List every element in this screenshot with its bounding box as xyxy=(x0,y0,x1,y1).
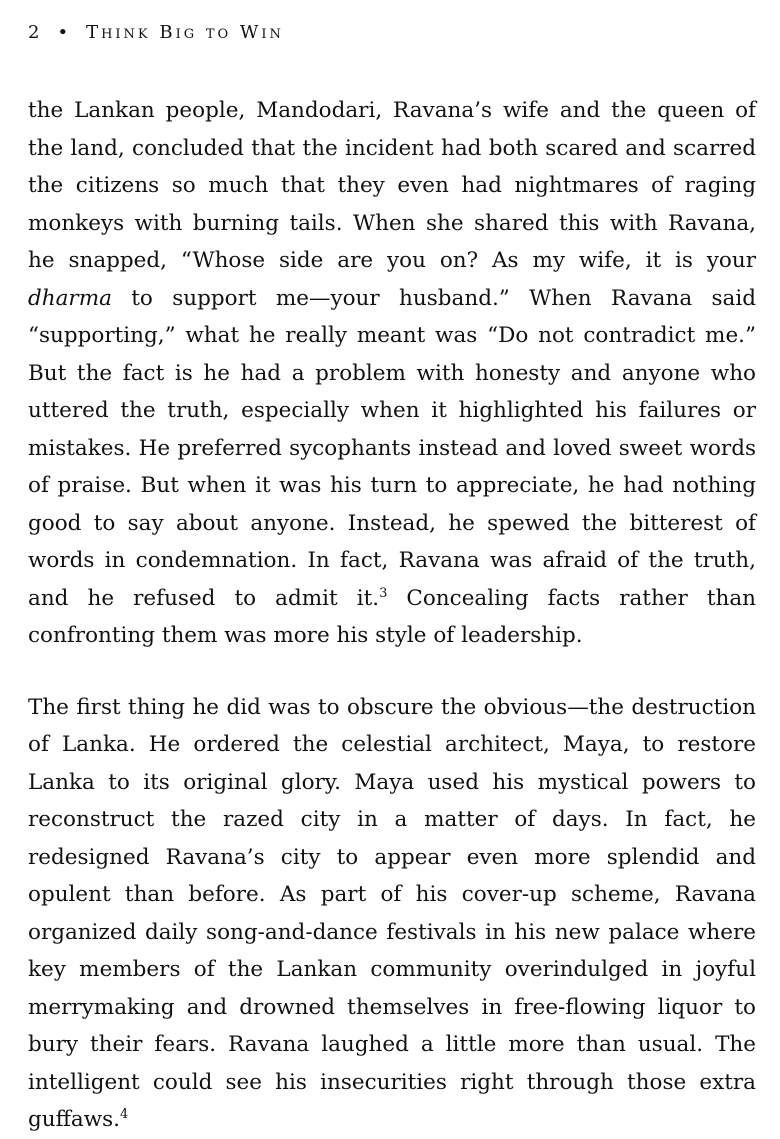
footnote-ref[interactable]: 3 xyxy=(379,585,388,601)
body-text xyxy=(28,92,756,1139)
running-header xyxy=(28,22,284,43)
italic-term: dharma xyxy=(28,285,112,311)
book-title: Think Big to Win xyxy=(86,22,284,43)
paragraph-2 xyxy=(28,689,756,1139)
text-segment: Concealing facts rather than confronting them was more his style of leadership. xyxy=(28,585,757,648)
text-segment: the Lankan people, Mandodari, Ravana’s wife and the queen of the land, concluded that the incident had both scared and scarred the citizens so much that they even had nightmares of raging monkeys with burning tails. When she shared this with Ravana, he snapped, “Whose side are you on? As my wife, it is your xyxy=(28,98,756,273)
header-separator: • xyxy=(57,22,71,43)
footnote-ref[interactable]: 4 xyxy=(119,1106,129,1122)
text-segment: to support me—your husband.” When Ravana said “supporting,” what he really meant was “Do not contradict me.” But the fact is he had a problem with honesty and anyone who uttered the truth, especially when it highlighted his failures or mistakes. He preferred sycophants instead and loved sweet words of praise. But when it was his turn to appreciate, he had nothing good to say about anyone. Instead, he spewed the bitterest of words in condemnation. In fact, Ravana was afraid of the truth, and he refused to admit it. xyxy=(28,285,756,611)
page-number: 2 xyxy=(28,22,42,43)
paragraph-1 xyxy=(28,92,756,655)
text-segment: The first thing he did was to obscure the obvious—the destruction of Lanka. He ordered the celestial architect, Maya, to restore Lanka to its original glory. Maya used his mystical powers to reconstruct the razed city in a matter of days. In fact, he redesigned Ravana’s city to appear even more splendid and opulent than before. As part of his cover-up scheme, Ravana organized daily song-and-dance festivals in his new palace where key members of the Lankan community overindulged in joyful merrymaking and drowned themselves in free-flowing liquor to bury their fears. Ravana laughed a little more than usual. The intelligent could see his insecurities right through those extra guffaws. xyxy=(28,694,756,1132)
